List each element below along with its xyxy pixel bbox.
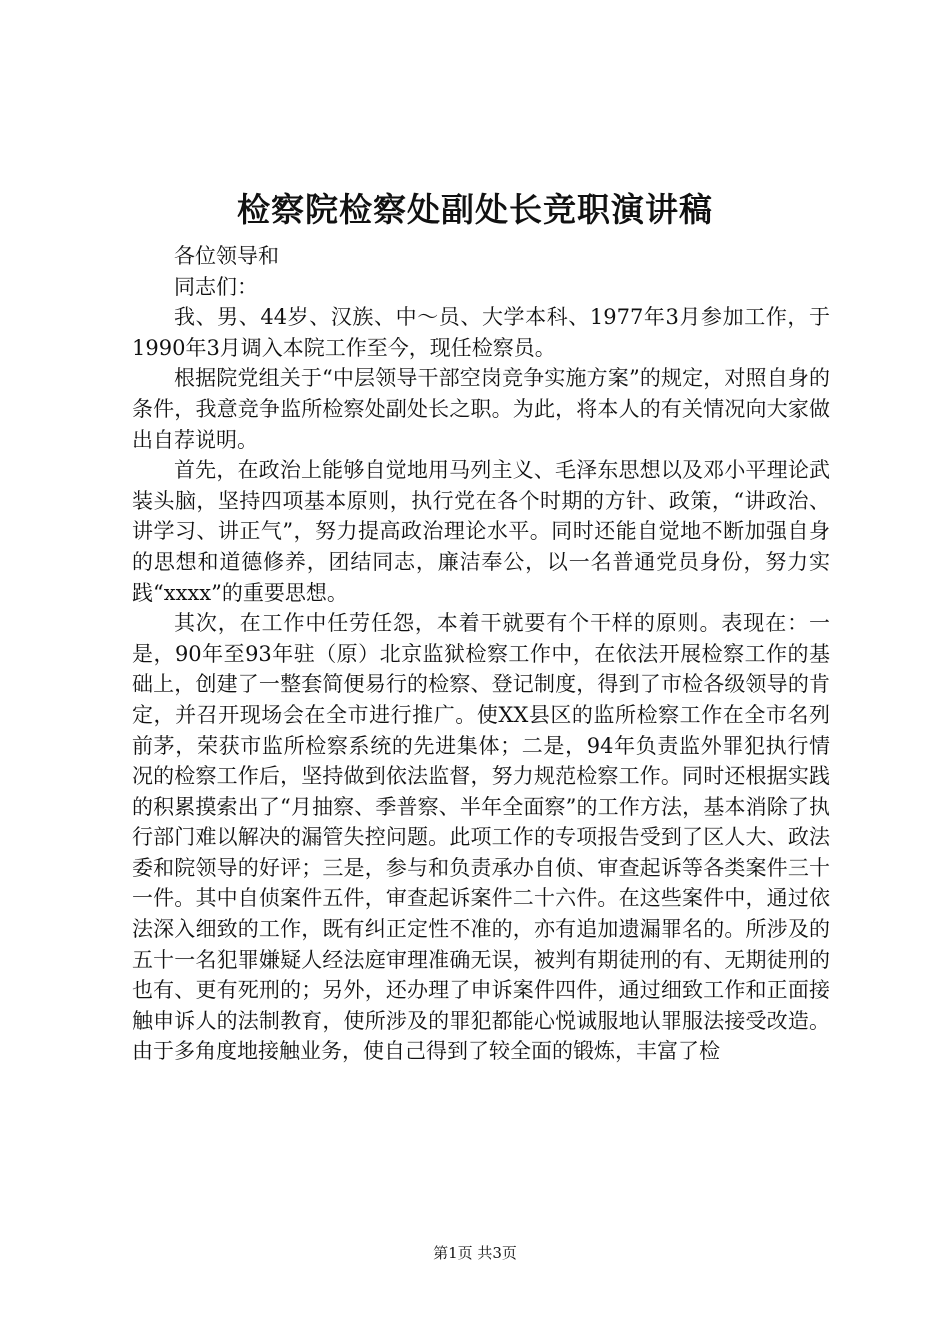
salutation-line-1: 各位领导和 [174,244,279,268]
document-body [132,241,830,1067]
document-title: 检察院检察处副处长竞职演讲稿 [237,190,713,229]
paragraph-work: 其次，在工作中任劳任怨，本着干就要有个干样的原则。表现在：一是，90年至93年驻（原）北京监狱检察工作中，在依法开展检察工作的基础上，创建了一整套简便易行的检察、登记制度，得到了市检各级领导的肯定，并召开现场会在全市进行推广。使XX县区的监所检察工作在全市名列前茅，荣获市监所检察系统的先进集体；二是，94年负责监外罪犯执行情况的检察工作后，坚持做到依法监督，努力规范检察工作。同时还根据实践的积累摸索出了“月抽察、季普察、半年全面察”的工作方法，基本消除了执行部门难以解决的漏管失控问题。此项工作的专项报告受到了区人大、政法委和院领导的好评；三是，参与和负责承办自侦、审查起诉等各类案件三十一件。其中自侦案件五件，审查起诉案件二十六件。在这些案件中，通过依法深入细致的工作，既有纠正定性不准的，亦有追加遗漏罪名的。所涉及的五十一名犯罪嫌疑人经法庭审理准确无误，被判有期徒刑的有、无期徒刑的也有、更有死刑的；另外，还办理了申诉案件四件，通过细致工作和正面接触申诉人的法制教育，使所涉及的罪犯都能心悦诚服地认罪服法接受改造。由于多角度地接触业务，使自己得到了较全面的锻炼，丰富了检 [132,611,830,1064]
salutation-line-2: 同志们： [174,274,258,299]
page-footer: 第1页 共3页 [433,1244,517,1262]
paragraph-political: 首先，在政治上能够自觉地用马列主义、毛泽东思想以及邓小平理论武装头脑，坚持四项基本原则，执行党在各个时期的方针、政策，“讲政治、讲学习、讲正气”，努力提高政治理论水平。同时还能自觉地不断加强自身的思想和道德修养，团结同志，廉洁奉公，以一名普通党员身份，努力实践“xxxx”的重要思想。 [132,458,830,605]
paragraph-introduction: 我、男、44岁、汉族、中～员、大学本科、1977年3月参加工作，于1990年3月调入本院工作至今，现任检察员。 [132,305,830,360]
paragraph-purpose: 根据院党组关于“中层领导干部空岗竞争实施方案”的规定，对照自身的条件，我意竞争监所检察处副处长之职。为此，将本人的有关情况向大家做出自荐说明。 [132,366,830,452]
